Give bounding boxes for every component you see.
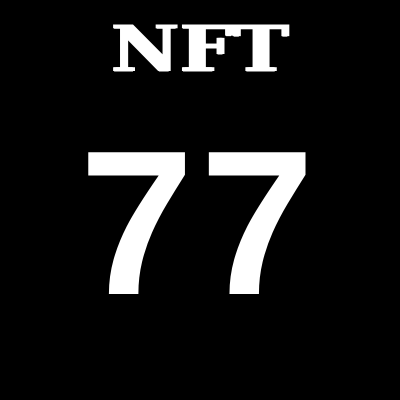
nft-title: NFT <box>110 12 290 87</box>
nft-number: 77 <box>79 108 321 338</box>
